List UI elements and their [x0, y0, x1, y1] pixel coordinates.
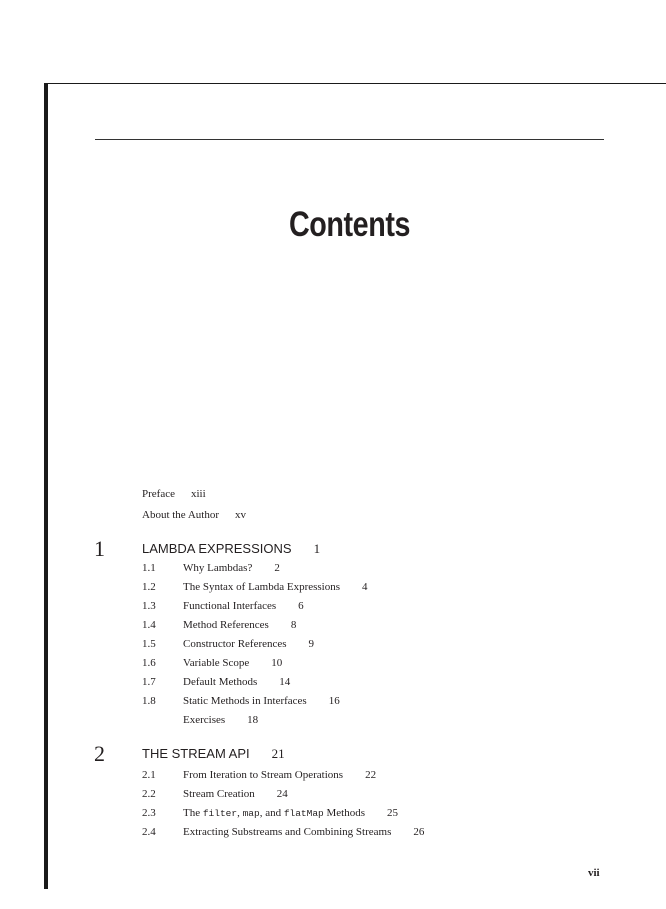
- section-page: 18: [247, 714, 259, 726]
- section-page: 25: [387, 807, 398, 819]
- chapter-title-text: THE STREAM API: [142, 746, 250, 761]
- section-number: 2.3: [142, 807, 156, 819]
- section-number: 1.4: [142, 619, 156, 631]
- toc-entry-page: xv: [235, 509, 246, 521]
- section-title-part: , and: [259, 807, 284, 819]
- section-entry[interactable]: [183, 600, 304, 612]
- section-page: 8: [290, 619, 297, 631]
- section-title: Method References: [183, 619, 269, 631]
- section-entry[interactable]: [183, 769, 376, 781]
- section-title: Stream Creation: [183, 788, 255, 800]
- chapter-title[interactable]: [142, 746, 285, 762]
- section-entry[interactable]: [183, 619, 296, 631]
- top-page-rule: [44, 83, 666, 84]
- chapter-page: 1: [313, 541, 321, 556]
- toc-entry-label: About the Author: [142, 509, 219, 521]
- section-entry[interactable]: [183, 676, 290, 688]
- code-term-flatmap: flatMap: [283, 808, 324, 819]
- section-title: Constructor References: [183, 638, 287, 650]
- section-number: 2.4: [142, 826, 156, 838]
- code-term-filter: filter: [202, 808, 238, 819]
- section-entry[interactable]: [183, 826, 424, 838]
- left-margin-rule: [44, 83, 48, 889]
- title-rule: [95, 139, 604, 140]
- section-title-part: Methods: [323, 807, 365, 819]
- toc-entry-preface[interactable]: [142, 488, 206, 500]
- section-number: 1.3: [142, 600, 156, 612]
- page-folio: vii: [588, 867, 600, 879]
- section-page: 10: [271, 657, 283, 669]
- section-page: 2: [274, 562, 280, 574]
- section-title: Functional Interfaces: [183, 600, 277, 612]
- section-page: 26: [413, 826, 425, 838]
- chapter-title-text: LAMBDA EXPRESSIONS: [142, 541, 292, 556]
- chapter-page: 21: [271, 746, 285, 761]
- section-number: 1.6: [142, 657, 156, 669]
- section-page: 6: [298, 600, 304, 612]
- chapter-title[interactable]: [142, 541, 320, 557]
- section-page: 4: [362, 581, 368, 593]
- section-number: 1.8: [142, 695, 156, 707]
- section-title: [183, 807, 365, 819]
- toc-entry-page: xiii: [190, 488, 206, 500]
- section-title: Default Methods: [183, 676, 258, 688]
- section-title: The Syntax of Lambda Expressions: [183, 581, 341, 593]
- section-title: From Iteration to Stream Operations: [183, 769, 344, 781]
- exercises-entry[interactable]: [183, 714, 258, 726]
- chapter-number: 1: [94, 536, 105, 561]
- section-title: Extracting Substreams and Combining Streams: [183, 826, 392, 838]
- section-title: Static Methods in Interfaces: [183, 695, 307, 707]
- section-entry[interactable]: [183, 695, 340, 707]
- section-entry[interactable]: [183, 657, 282, 669]
- section-page: 24: [276, 788, 288, 800]
- section-title-part: The: [183, 807, 203, 819]
- section-number: 1.1: [142, 562, 156, 574]
- section-title: Why Lambdas?: [183, 562, 253, 574]
- page-title: Contents: [288, 205, 411, 244]
- section-page: 16: [328, 695, 340, 707]
- code-term-map: map: [242, 808, 260, 819]
- section-page: 14: [279, 676, 291, 688]
- section-title: Exercises: [183, 714, 226, 726]
- section-entry[interactable]: [183, 562, 280, 574]
- section-page: 22: [365, 769, 377, 781]
- chapter-number: 2: [94, 741, 105, 766]
- section-number: 2.1: [142, 769, 156, 781]
- section-title-part: ,: [237, 807, 243, 819]
- section-number: 1.7: [142, 676, 156, 688]
- toc-entry-label: Preface: [142, 488, 175, 500]
- section-entry[interactable]: [183, 788, 288, 800]
- section-number: 2.2: [142, 788, 156, 800]
- section-entry[interactable]: [183, 807, 398, 819]
- section-title: Variable Scope: [183, 657, 250, 669]
- section-number: 1.5: [142, 638, 156, 650]
- section-entry[interactable]: [183, 581, 368, 593]
- section-entry[interactable]: [183, 638, 314, 650]
- section-page: 9: [308, 638, 315, 650]
- section-number: 1.2: [142, 581, 156, 593]
- toc-entry-about-author[interactable]: [142, 509, 246, 521]
